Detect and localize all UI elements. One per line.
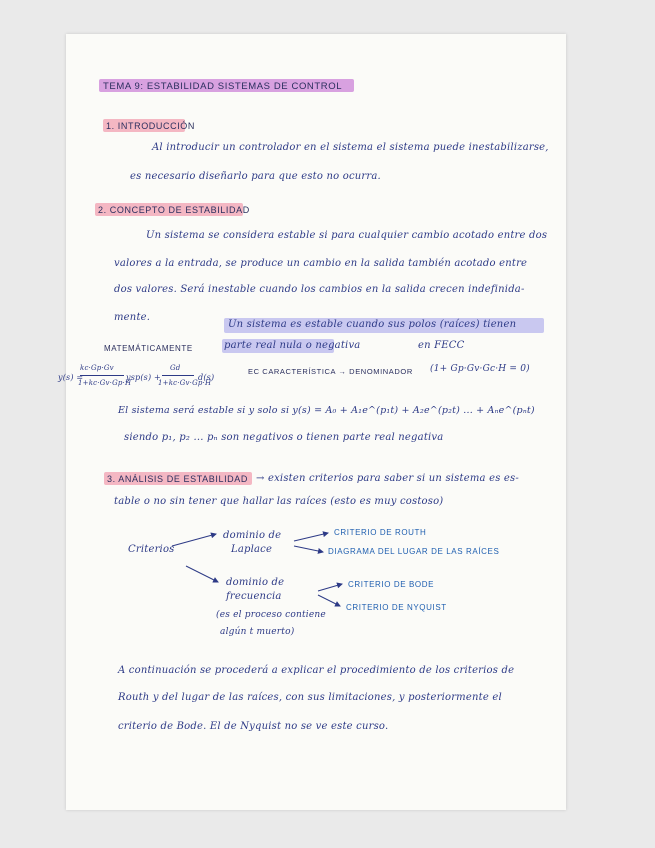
root-locus-text: DIAGRAMA DEL LUGAR DE LAS RAÍCES: [328, 547, 500, 556]
laplace-domain-1: dominio de: [223, 530, 282, 541]
notebook-page: [58, 34, 566, 810]
arrow-to-laplace: [172, 534, 216, 546]
section1-heading: 1. INTRODUCCIÓN: [106, 121, 196, 131]
poles-condition: siendo p₁, p₂ ... pₙ son negativos o tienen parte real negativa: [124, 432, 444, 443]
arrow-to-nyquist: [318, 595, 340, 606]
arrow-to-frequency: [186, 566, 218, 582]
frequency-note-1: (es el proceso contiene: [216, 610, 326, 620]
criterios-label: Criterios: [128, 544, 175, 555]
section2-line1: Un sistema se considera estable si para cualquier cambio acotado entre dos: [146, 230, 548, 241]
characteristic-eq-label: EC CARACTERÍSTICA → DENOMINADOR: [248, 367, 413, 376]
closing-line2: Routh y del lugar de las raíces, con sus limitaciones, y posteriormente el: [118, 692, 502, 703]
formula-num2: Gd: [170, 364, 181, 372]
section1-line2: es necesario diseñarlo para que esto no ocurra.: [130, 171, 381, 182]
bode-criterion-text: CRITERIO DE BODE: [348, 580, 435, 589]
arrow-to-root-locus: [294, 546, 323, 552]
section1-line1: Al introducir un controlador en el sistema el sistema puede inestabilizarse,: [152, 142, 549, 153]
formula-lhs: y(s) =: [58, 373, 84, 382]
section2-line2: valores a la entrada, se produce un cambio en la salida también acotado entre: [114, 258, 528, 269]
frequency-note-2: algún t muerto): [220, 627, 295, 637]
section3-heading: 3. ANÁLISIS DE ESTABILIDAD: [107, 474, 248, 484]
closing-line1: A continuación se procederá a explicar el procedimiento de los criterios de: [118, 665, 515, 676]
formula-den1: 1+kc·Gv·Gp·H: [78, 379, 132, 387]
fecc-note: en FECC: [418, 340, 465, 351]
formula-mid: ysp(s) +: [126, 373, 161, 382]
formula-num1: kc·Gp·Gv: [80, 364, 114, 372]
stability-definition-2: parte real nula o negativa: [224, 340, 361, 351]
arrow-to-bode: [318, 584, 342, 591]
characteristic-eq: (1+ Gp·Gv·Gc·H = 0): [430, 364, 530, 374]
section2-line3: dos valores. Será inestable cuando los cambios en la salida crecen indefinida-: [114, 284, 525, 295]
page-title: TEMA 9: ESTABILIDAD SISTEMAS DE CONTROL: [103, 81, 343, 92]
section3-intro1: → existen criterios para saber si un sistema es es-: [256, 473, 519, 484]
formula-end: d(s): [198, 373, 215, 382]
section2-heading: 2. CONCEPTO DE ESTABILIDAD: [98, 205, 250, 215]
section2-line4: mente.: [114, 312, 151, 323]
routh-criterion-text: CRITERIO DE ROUTH: [334, 528, 427, 537]
section3-intro2: table o no sin tener que hallar las raíces (esto es muy costoso): [114, 496, 444, 507]
stability-condition: El sistema será estable si y solo si y(s) = A₀ + A₁e^(p₁t) + A₂e^(p₂t) ... + Aₙe^(pₙt): [118, 405, 535, 416]
closing-line3: criterio de Bode. El de Nyquist no se ve este curso.: [118, 721, 389, 732]
frequency-domain-1: dominio de: [226, 577, 285, 588]
laplace-domain-2: Laplace: [231, 544, 273, 555]
arrow-to-routh: [294, 533, 328, 541]
frequency-domain-2: frecuencia: [226, 591, 282, 602]
formula-den2: 1+kc·Gv·Gp·H: [158, 379, 212, 387]
math-label: MATEMÁTICAMENTE: [104, 344, 193, 353]
nyquist-criterion-text: CRITERIO DE NYQUIST: [346, 603, 447, 612]
stability-definition-1: Un sistema es estable cuando sus polos (raíces) tienen: [228, 319, 517, 330]
